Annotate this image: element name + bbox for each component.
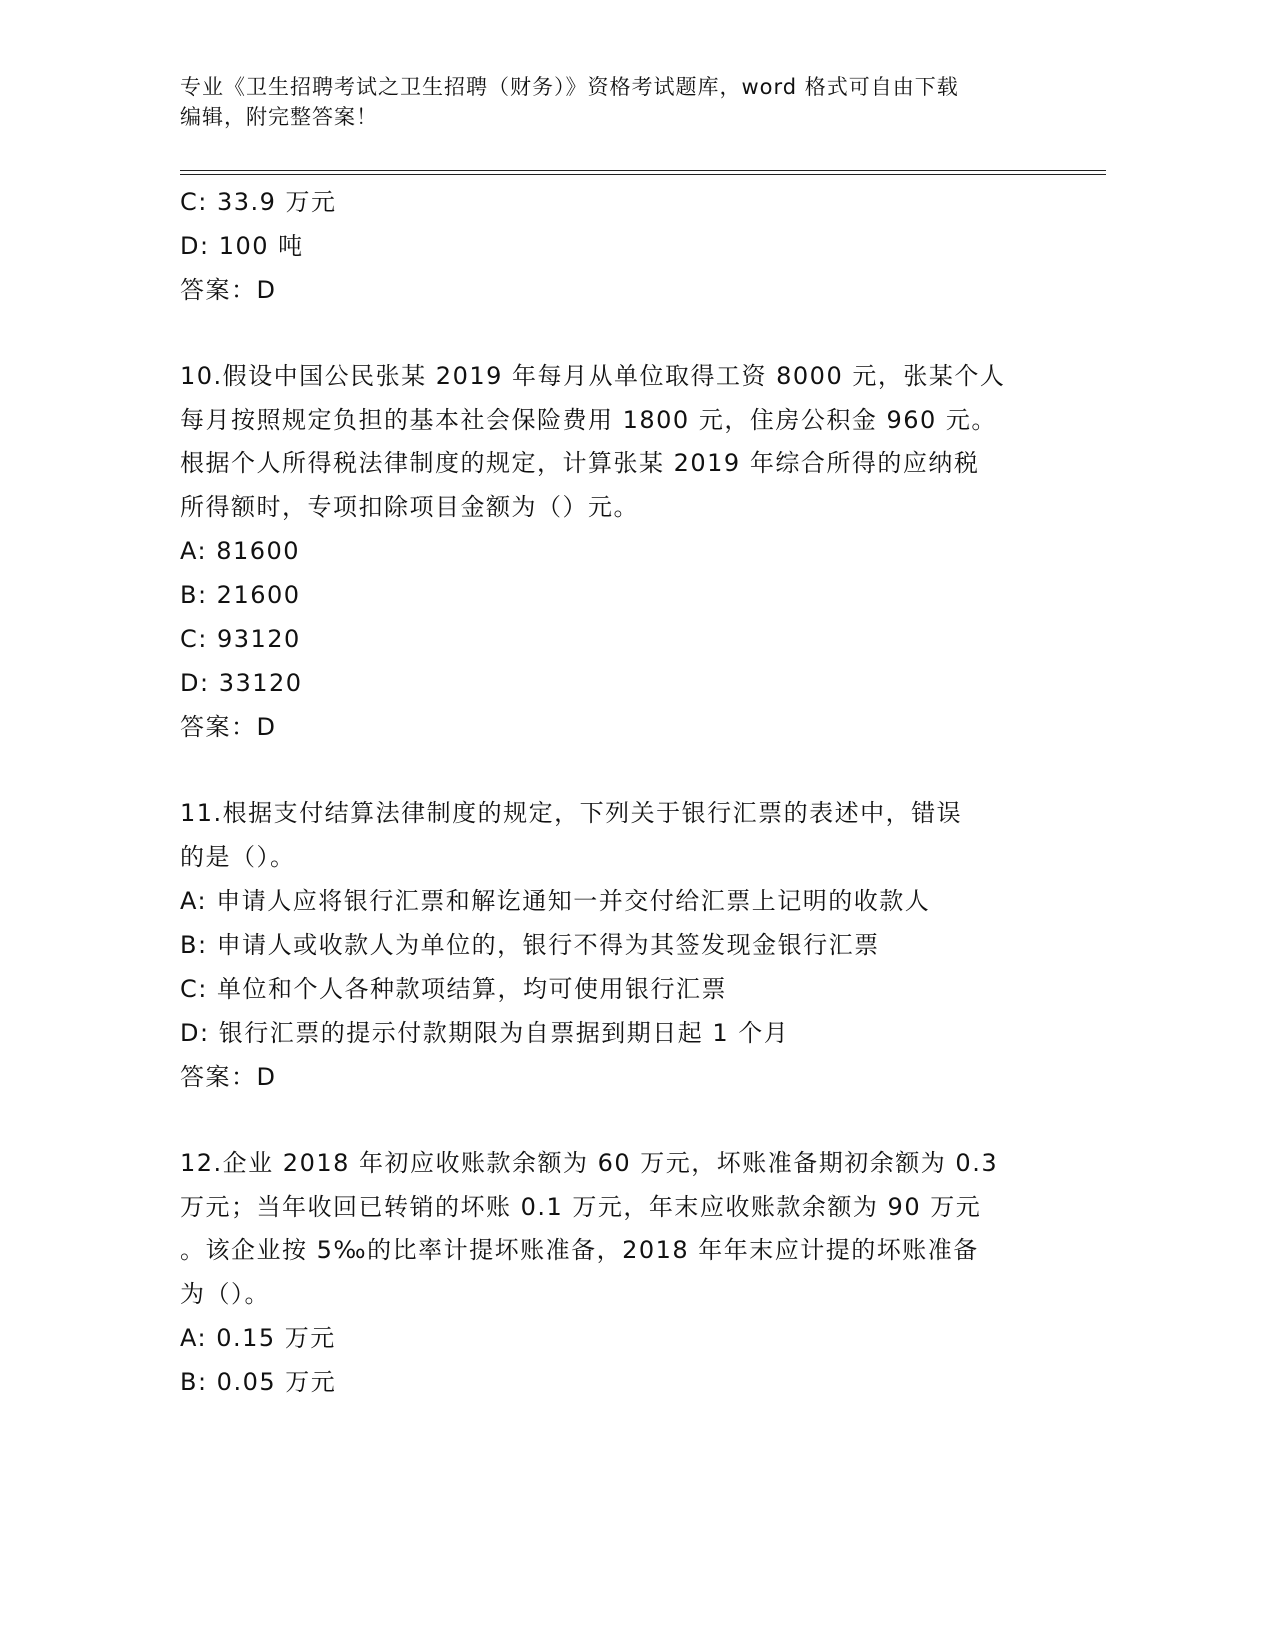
answer-line: 答案：D <box>180 1063 277 1091</box>
header-title-line-2: 编辑，附完整答案！ <box>180 105 378 129</box>
question-10 <box>180 355 1060 749</box>
spacer <box>180 749 1060 792</box>
answer-line: 答案：D <box>180 276 277 304</box>
answer-line: 答案：D <box>180 713 277 741</box>
option-c: C: 93120 <box>180 625 301 653</box>
question-stem-line: 11.根据支付结算法律制度的规定，下列关于银行汇票的表述中，错误 <box>180 799 963 827</box>
question-stem-line: 万元；当年收回已转销的坏账 0.1 万元，年末应收账款余额为 90 万元 <box>180 1192 982 1221</box>
question-stem-line: 根据个人所得税法律制度的规定，计算张某 2019 年综合所得的应纳税 <box>180 449 980 477</box>
option-c: C: 33.9 万元 <box>180 188 337 216</box>
option-b: B: 21600 <box>180 581 301 609</box>
question-stem-line: 10.假设中国公民张某 2019 年每月从单位取得工资 8000 元，张某个人 <box>180 362 1006 390</box>
question-12 <box>180 1142 1060 1404</box>
spacer <box>180 312 1060 355</box>
question-stem-line: 为（）。 <box>180 1279 270 1308</box>
question-stem-line: 。该企业按 5‰的比率计提坏账准备，2018 年年末应计提的坏账准备 <box>180 1236 979 1264</box>
option-b: B: 申请人或收款人为单位的，银行不得为其签发现金银行汇票 <box>180 931 880 959</box>
header-divider <box>180 170 1106 175</box>
question-11 <box>180 792 1060 1099</box>
question-stem-line: 的是（）。 <box>180 842 296 871</box>
option-c: C: 单位和个人各种款项结算，均可使用银行汇票 <box>180 975 727 1003</box>
document-header <box>180 72 1040 132</box>
question-stem-line: 每月按照规定负担的基本社会保险费用 1800 元，住房公积金 960 元。 <box>180 405 997 434</box>
option-d: D: 银行汇票的提示付款期限为自票据到期日起 1 个月 <box>180 1019 790 1047</box>
option-a: A: 申请人应将银行汇票和解讫通知一并交付给汇票上记明的收款人 <box>180 887 931 915</box>
option-a: A: 81600 <box>180 537 301 565</box>
option-b: B: 0.05 万元 <box>180 1368 337 1396</box>
header-title-line-1: 专业《卫生招聘考试之卫生招聘（财务）》资格考试题库，word 格式可自由下载 <box>180 75 959 99</box>
option-a: A: 0.15 万元 <box>180 1324 336 1352</box>
question-stem-line: 所得额时，专项扣除项目金额为（）元。 <box>180 492 639 521</box>
question-9-tail <box>180 180 1060 312</box>
question-list <box>180 180 1060 1404</box>
spacer <box>180 1099 1060 1142</box>
question-stem-line: 12.企业 2018 年初应收账款余额为 60 万元，坏账准备期初余额为 0.3 <box>180 1149 999 1177</box>
option-d: D: 33120 <box>180 669 303 697</box>
option-d: D: 100 吨 <box>180 232 304 260</box>
